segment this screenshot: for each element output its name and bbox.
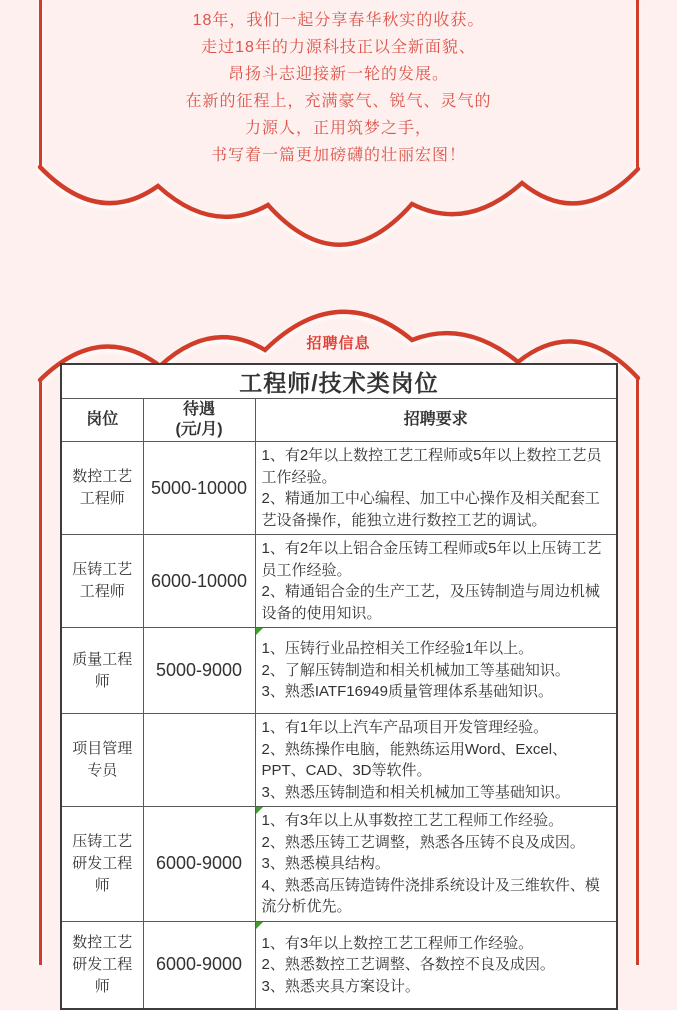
intro-line: 18年，我们一起分享春华秋实的收获。: [192, 12, 485, 29]
intro-line: 昂扬斗志迎接新一轮的发展。: [227, 66, 449, 83]
job-salary-cell: 5000-9000: [143, 628, 255, 714]
requirement-item: 1、有3年以上从事数控工艺工程师工作经验。: [261, 812, 564, 829]
intro-line: 力源人，正用筑梦之手，: [244, 120, 432, 137]
job-row: [61, 714, 617, 807]
table-title-row: [61, 364, 617, 399]
requirement-item: 2、熟悉数控工艺调整、各数控不良及成因。: [261, 956, 555, 973]
requirement-item: 3、熟悉模具结构。: [261, 855, 390, 872]
job-requirements-cell: [255, 921, 617, 1009]
job-salary-cell: 6000-10000: [143, 535, 255, 628]
column-header-salary: [143, 399, 255, 442]
job-requirements-cell: [255, 535, 617, 628]
requirement-item: 1、有3年以上数控工艺工程师工作经验。: [261, 934, 534, 952]
job-row: [61, 442, 617, 535]
column-header-salary-line1: 待遇: [182, 401, 215, 418]
table-title: 工程师/技术类岗位: [61, 364, 617, 399]
requirement-item: 2、熟悉压铸工艺调整，熟悉各压铸不良及成因。: [261, 833, 585, 851]
job-requirements-cell: [255, 628, 617, 714]
intro-text: [0, 0, 677, 169]
intro-line: 在新的征程上，充满豪气、锐气、灵气的: [185, 93, 492, 110]
intro-line: 走过18年的力源科技正以全新面貌、: [201, 39, 476, 56]
requirement-item: 1、有2年以上铝合金压铸工程师或5年以上压铸工艺员工作经验。: [261, 540, 602, 579]
job-position-cell: 数控工艺工程师: [61, 442, 143, 535]
requirement-item: 1、有2年以上数控工艺工程师或5年以上数控工艺员工作经验。: [261, 447, 602, 486]
job-row: [61, 921, 617, 1009]
column-header-requirements: 招聘要求: [255, 399, 617, 442]
requirement-item: 1、有1年以上汽车产品项目开发管理经验。: [261, 719, 549, 736]
requirement-item: 3、熟悉夹具方案设计。: [261, 977, 420, 995]
job-row: [61, 807, 617, 922]
requirement-item: 1、压铸行业品控相关工作经验1年以上。: [261, 640, 534, 658]
recruitment-info-heading: 招聘信息: [306, 335, 371, 352]
job-salary-cell: [143, 714, 255, 807]
job-requirements-cell: [255, 442, 617, 535]
job-position-cell: 项目管理专员: [61, 714, 143, 807]
job-row: [61, 628, 617, 714]
job-row: [61, 535, 617, 628]
requirement-item: 2、熟练操作电脑，能熟练运用Word、Excel、PPT、CAD、3D等软件。: [261, 740, 568, 779]
requirement-item: 2、精通加工中心编程、加工中心操作及相关配套工艺设备操作，能独立进行数控工艺的调试。: [261, 490, 600, 529]
intro-line: 书写着一篇更加磅礴的壮丽宏图！: [210, 147, 466, 164]
column-header-position: 岗位: [61, 399, 143, 442]
job-position-cell: 压铸工艺研发工程师: [61, 807, 143, 922]
requirement-item: 3、熟悉IATF16949质量管理体系基础知识。: [261, 683, 553, 701]
job-requirements-cell: [255, 714, 617, 807]
job-position-cell: 压铸工艺工程师: [61, 535, 143, 628]
job-positions-table: [60, 363, 618, 1010]
job-salary-cell: 6000-9000: [143, 807, 255, 922]
job-position-cell: 质量工程师: [61, 628, 143, 714]
table-header-row: [61, 399, 617, 442]
job-requirements-cell: [255, 807, 617, 922]
column-header-salary-line2: (元/月): [175, 421, 223, 438]
job-salary-cell: 6000-9000: [143, 921, 255, 1009]
job-table-body: [61, 442, 617, 1010]
job-salary-cell: 5000-10000: [143, 442, 255, 535]
requirement-item: 4、熟悉高压铸造铸件浇排系统设计及三维软件、模流分析优先。: [261, 876, 600, 915]
requirement-item: 2、精通铝合金的生产工艺，及压铸制造与周边机械设备的使用知识。: [261, 583, 600, 622]
job-position-cell: 数控工艺研发工程师: [61, 921, 143, 1009]
requirement-item: 3、熟悉压铸制造和相关机械加工等基础知识。: [261, 783, 570, 801]
requirement-item: 2、了解压铸制造和相关机械加工等基础知识。: [261, 661, 570, 679]
